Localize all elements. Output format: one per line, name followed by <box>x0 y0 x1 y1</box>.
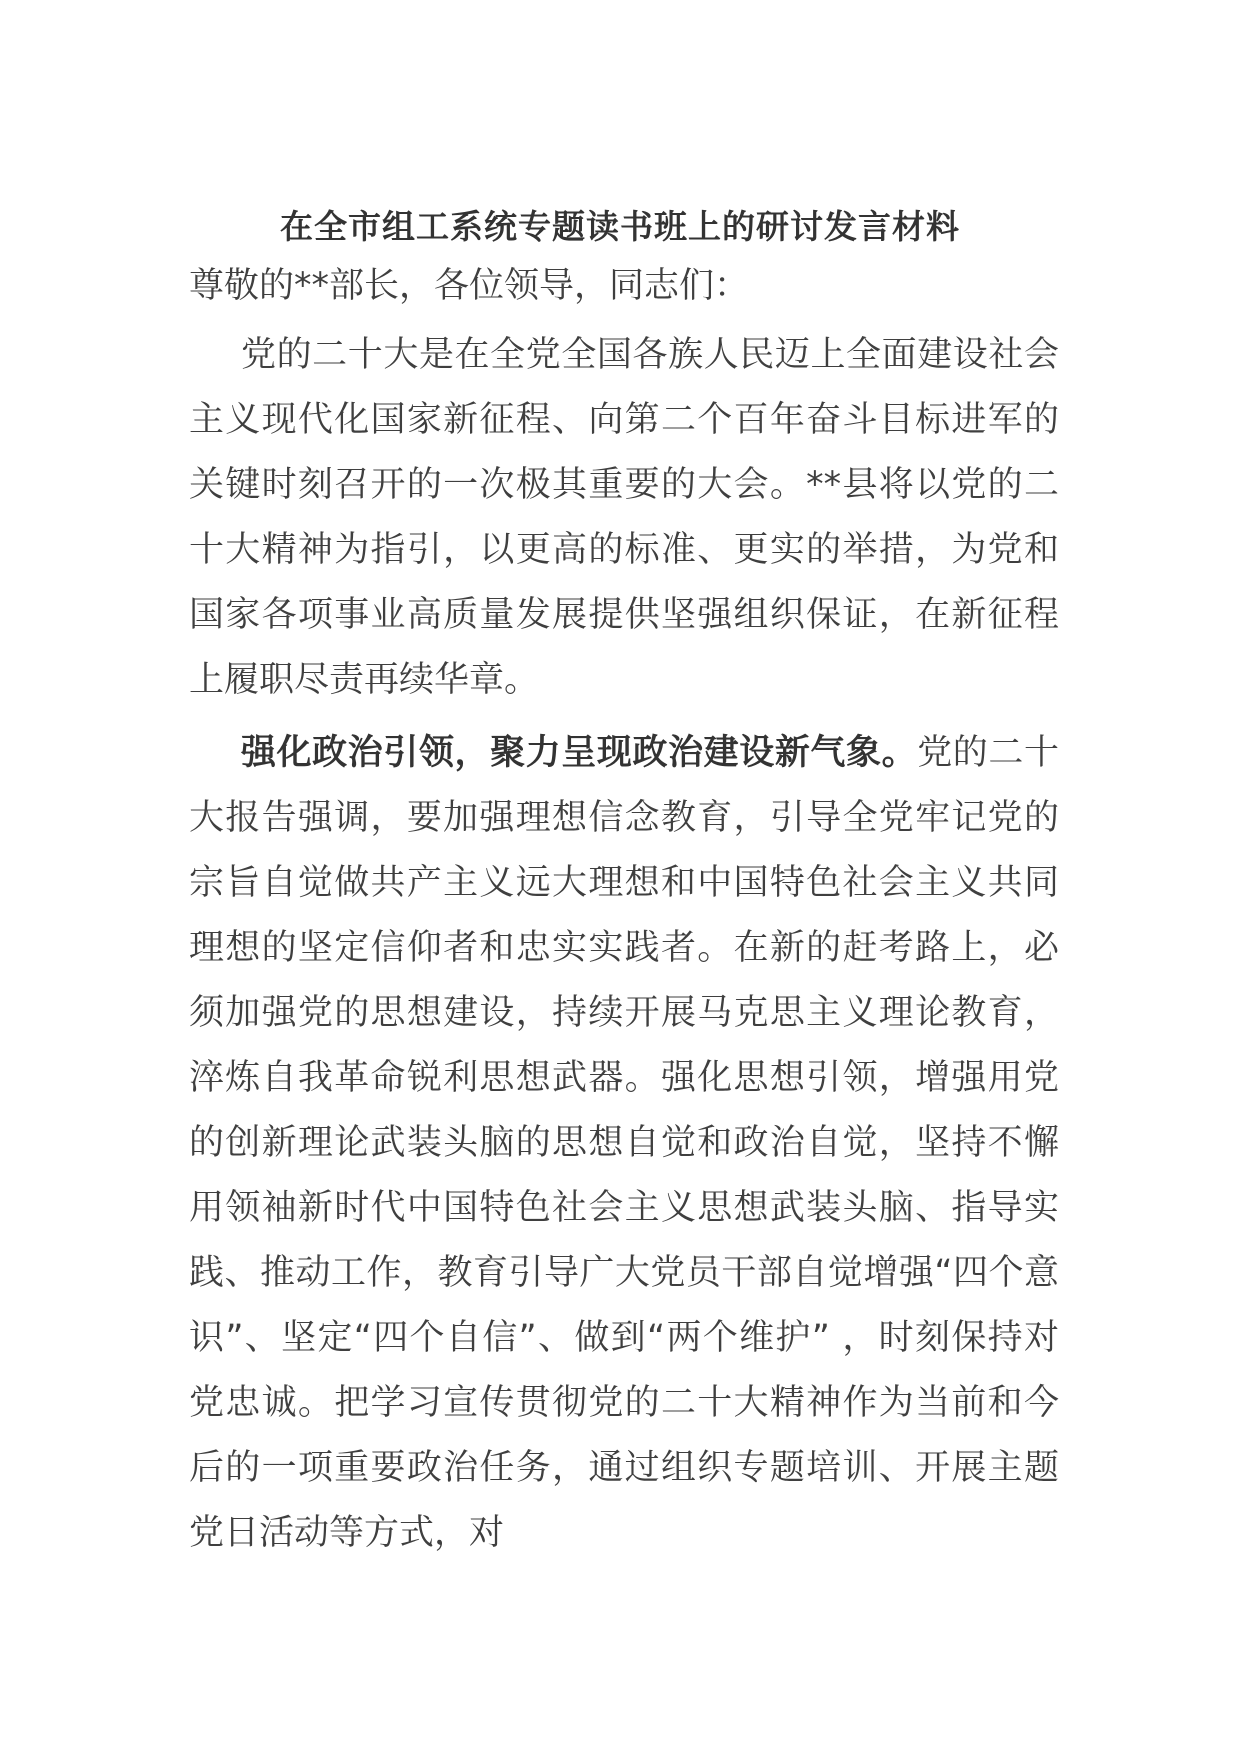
paragraph-political-leadership <box>189 721 1059 1566</box>
paragraph-text: 党的二十大报告强调，要加强理想信念教育，引导全党牢记党的宗旨自觉做共产主义远大理想和中国特色社会主义共同理想的坚定信仰者和忠实实践者。在新的赶考路上，必须加强党的思想建设，持续开展马克思主义理论教育，淬炼自我革命锐利思想武器。强化思想引领，增强用党的创新理论武装头脑的思想自觉和政治自觉，坚持不懈用领袖新时代中国特色社会主义思想武装头脑、指导实践、推动工作，教育引导广大党员干部自觉增强“四个意识”、坚定“四个自信”、做到“两个维护” ，时刻保持对党忠诚。把学习宣传贯彻党的二十大精神作为当前和今后的一项重要政治任务，通过组织专题培训、开展主题党日活动等方式，对 <box>189 733 1059 1553</box>
paragraph-intro <box>189 323 1059 713</box>
paragraph-lead-heading: 强化政治引领，聚力呈现政治建设新气象。 <box>241 733 918 773</box>
document-body <box>189 254 1059 1574</box>
paragraph-text: 党的二十大是在全党全国各族人民迈上全面建设社会主义现代化国家新征程、向第二个百年奋斗目标进军的关键时刻召开的一次极其重要的大会。**县将以党的二十大精神为指引，以更高的标准、更实的举措，为党和国家各项事业高质量发展提供坚强组织保证，在新征程上履职尽责再续华章。 <box>189 335 1059 700</box>
document-title: 在全市组工系统专题读书班上的研讨发言材料 <box>280 207 960 246</box>
greeting-line: 尊敬的**部长，各位领导，同志们： <box>189 266 750 306</box>
